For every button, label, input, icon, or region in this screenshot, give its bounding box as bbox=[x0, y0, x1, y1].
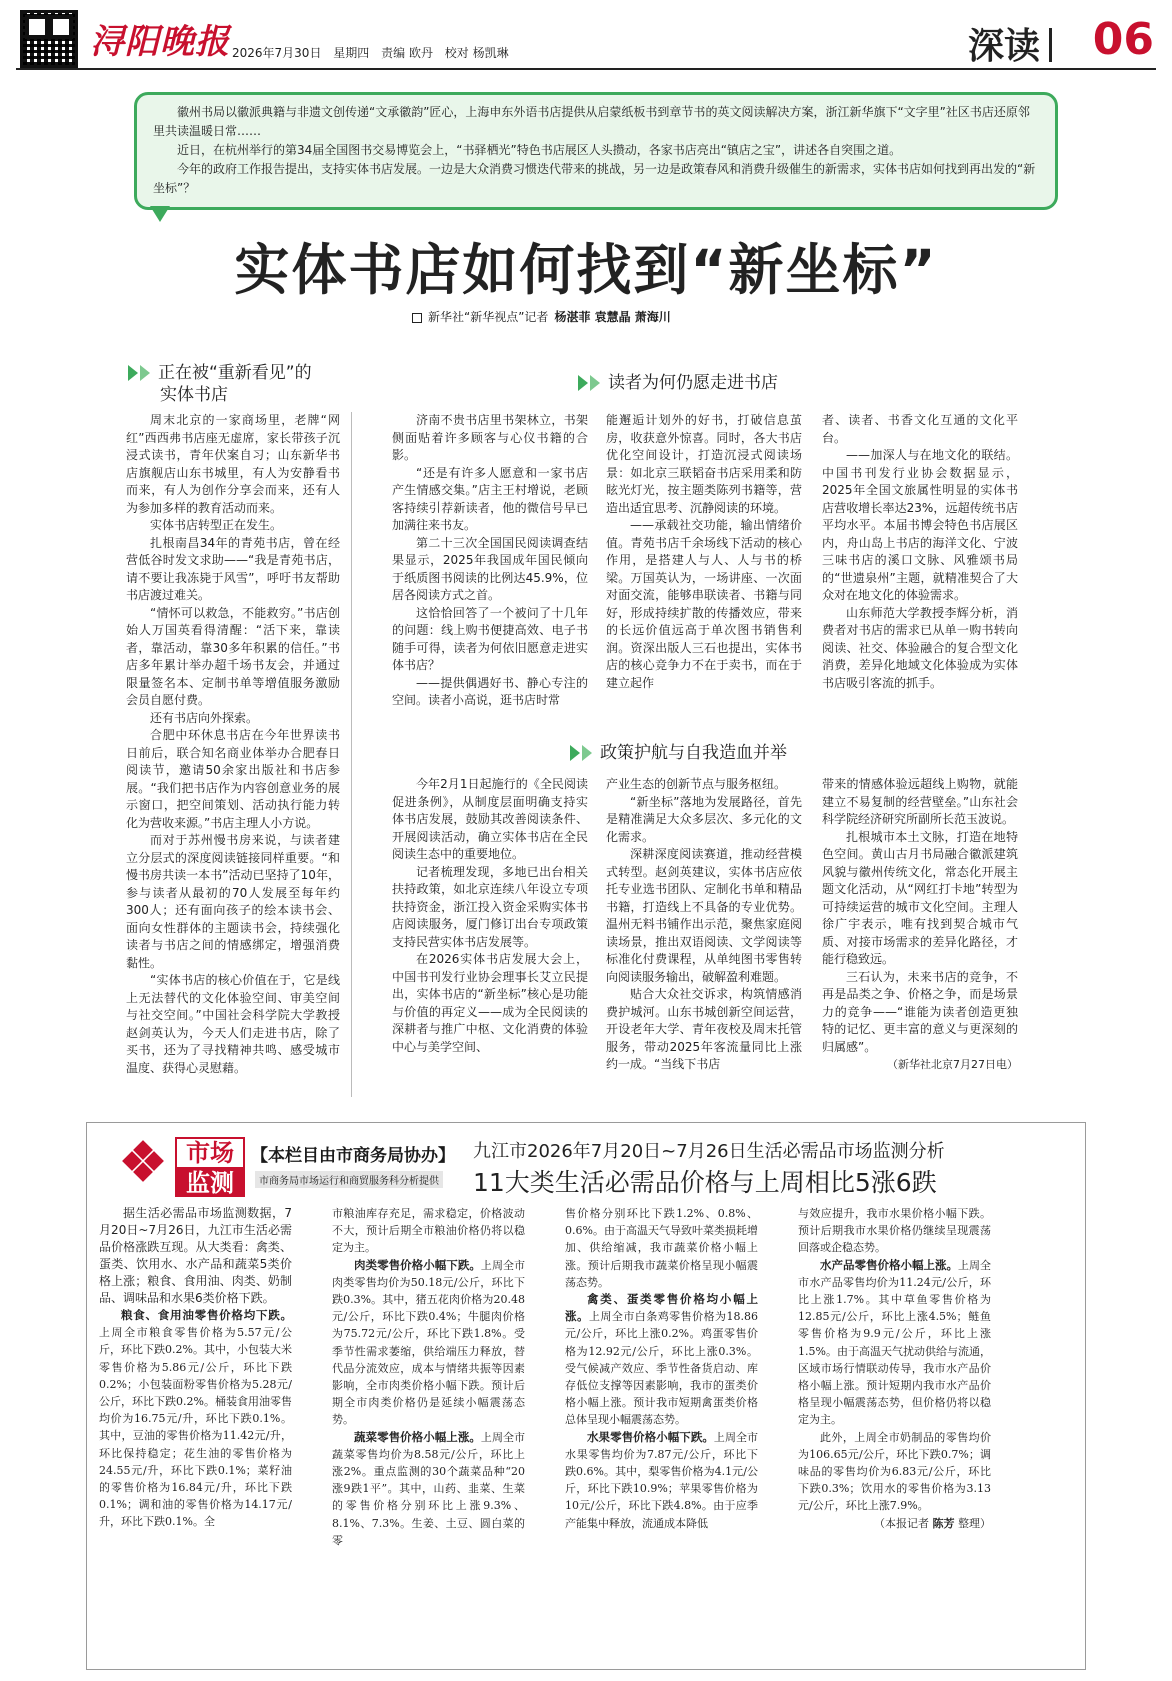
market-tag bbox=[175, 1137, 245, 1197]
paragraph: 贴合大众社交诉求，构筑情感消费护城河。山东书城创新空间运营，开设老年大学、青年夜校及周末托管服务，带动2025年客流量同比上涨约一成。“当线下书店 bbox=[606, 987, 802, 1071]
market-item-heading: 蔬菜零售价格小幅上涨。 bbox=[354, 1429, 481, 1444]
subhead-3 bbox=[570, 742, 787, 764]
byline bbox=[412, 308, 671, 325]
paragraph-text: 上周全市蔬菜零售均价为8.58元/公斤，环比上涨2%。重点监测的30个蔬菜品种“20涨9跌1平”。其中，山药、韭菜、生菜的零售价格分别环比上涨9.3%、8.1%、7.3%。生姜、土豆、圆白菜的零 bbox=[332, 1430, 526, 1547]
paragraph: 扎根南昌34年的青苑书店，曾在经营低谷时发文求助——“我是青苑书店，请不要让我冻毙于风雪”，呼吁书友帮助书店渡过难关。 bbox=[126, 535, 340, 602]
paragraph: 记者梳理发现，多地已出台相关扶持政策，如北京连续八年设立专项扶持资金，浙江投入资金采购实体书店阅读服务，厦门修订出台专项政策支持民营实体书店发展等。 bbox=[392, 864, 588, 949]
paragraph: 济南不贵书店里书架林立，书架侧面贴着许多顾客与心仪书籍的合影。 bbox=[392, 413, 588, 462]
market-tag-top: 市场 bbox=[175, 1137, 245, 1169]
article-column-5 bbox=[392, 776, 588, 1056]
market-tag-bottom: 监测 bbox=[175, 1169, 245, 1197]
arrow-icon bbox=[140, 365, 150, 381]
article-headline: 实体书店如何找到“新坐标” bbox=[234, 238, 938, 302]
market-item-heading: 禽类、蛋类零售价格均小幅上涨。 bbox=[565, 1292, 758, 1324]
intro-bubble-tail bbox=[150, 206, 170, 222]
paragraph: 能邂逅计划外的好书，打破信息茧房，收获意外惊喜。同时，各大书店优化空间设计，打造沉浸式阅读场景：如北京三联韬奋书店采用柔和防眩光灯光，按主题类陈列书籍等，营造出适宜思考、沉静阅读的环境。 bbox=[606, 413, 802, 515]
article-column-1 bbox=[126, 412, 340, 1102]
market-source: 市商务局市场运行和商贸服务科分析提供 bbox=[255, 1171, 443, 1188]
subhead-2 bbox=[578, 372, 778, 394]
subhead-1 bbox=[128, 362, 312, 406]
paragraph: 山东师范大学教授李辉分析，消费者对书店的需求已从单一购书转向阅读、社交、体验融合的复合型文化消费，差异化地域文化体验成为实体书店吸引客流的抓手。 bbox=[822, 605, 1018, 690]
publication-info bbox=[232, 44, 517, 61]
paragraph: 售价格分别环比下跌1.2%、0.8%、0.6%。由于高温天气导致叶菜类损耗增加、供给缩减，我市蔬菜价格小幅上涨。预计后期我市蔬菜价格呈现小幅震荡态势。 bbox=[565, 1207, 758, 1289]
paragraph-text: 上周全市水产品零售均价为11.24元/公斤，环比上涨1.7%。其中草鱼零售价格为12.85元/公斤，环比上涨4.5%；鲢鱼零售价格为9.9元/公斤，环比上涨1.5%。由于高温天气扰动供给与流通，区域市场行情联动传导，我市水产品价格小幅上涨。预计短期内我市水产品价格呈现小幅震荡态势，但价格仍将以稳定为主。 bbox=[798, 1258, 991, 1427]
paragraph-text: 上周全市白条鸡零售价格为18.86元/公斤，环比上涨0.2%。鸡蛋零售价格为12.92元/公斤，环比上涨0.3%。受气候减产效应、季节性备货启动、库存低位支撑等因素影响，我市的蛋类价格小幅上涨。预计我市短期禽蛋类价格总体呈现小幅震荡态势。 bbox=[565, 1310, 758, 1427]
paragraph: 带来的情感体验远超线上购物，就能建立不易复制的经营壁垒。”山东社会科学院经济研究所副所长范玉波说。 bbox=[822, 777, 1018, 826]
paragraph: 深耕深度阅读赛道，推动经营模式转型。赵剑英建议，实体书店应依托专业选书团队、定制化书单和精品书籍，打造线上不具备的专业优势。温州无料书铺作出示范，聚焦家庭阅读场景，推出双语阅读、文学阅读等标准化付费课程，从单纯图书零售转向阅读服务输出，破解盈利难题。 bbox=[606, 847, 802, 984]
paragraph: ——加深人与在地文化的联结。中国书刊发行业协会数据显示，2025年全国文旅属性明显的实体书店营收增长率达23%，远超传统书店平均水平。本届书博会特色书店展区内，舟山岛上书店的海洋文化、宁波三味书店的溪口文脉、风雅颂书局的“世遗泉州”主题，就精准契合了大众对在地文化的体验需求。 bbox=[822, 448, 1018, 602]
masthead bbox=[16, 8, 1156, 70]
paragraph: 还有书店向外探索。 bbox=[150, 710, 259, 725]
paragraph: 而对于苏州慢书房来说，与读者建立分层式的深度阅读链接同样重要。“和慢书房共读一本书”活动已坚持了10年，参与读者从最初的70人发展至每年约300人；还有面向孩子的绘本读书会、面向女性群体的主题读书会，持续强化读者与书店之间的情感绑定，增强消费黏性。 bbox=[126, 833, 340, 970]
section-divider bbox=[1049, 28, 1052, 62]
market-signature bbox=[798, 1515, 991, 1532]
paragraph-text: 上周全市水果零售均价为7.87元/公斤，环比下跌0.6%。其中，梨零售价格为4.1元/公斤，环比下跌10.9%；苹果零售价格为10元/公斤，环比下跌4.8%。由于应季产能集中释放，流通成本降低 bbox=[565, 1430, 759, 1530]
market-column-4 bbox=[798, 1205, 991, 1532]
article-column-7 bbox=[822, 776, 1018, 1074]
paper-logo: 浔阳晚报 bbox=[90, 22, 230, 62]
paragraph: “还是有许多人愿意和一家书店产生情感交集。”店主王村增说，老顾客持续引荐新读者，他的微信号早已加满往来书友。 bbox=[392, 465, 588, 532]
arrow-icon bbox=[570, 745, 580, 761]
signature-prefix: （本报记者 bbox=[874, 1516, 929, 1530]
issue-weekday: 星期四 bbox=[333, 46, 370, 60]
intro-paragraph: 近日，在杭州举行的第34届全国图书交易博览会上，“书驿栖光”特色书店展区人头攒动，各家书店亮出“镇店之宝”，讲述各自突围之道。 bbox=[177, 143, 902, 157]
dateline: （新华社北京7月27日电） bbox=[887, 1058, 1018, 1071]
signature-suffix: 整理） bbox=[958, 1516, 991, 1530]
article-column-4 bbox=[822, 412, 1018, 692]
paragraph: 合肥中环休息书店在今年世界读书日前后，联合知名商业体举办合肥春日阅读节，邀请50余家出版社和书店参展。“我们把书店作为内容创意业务的展示窗口，把空间策划、活动执行能力转化为营收来源。”书店主理人小方说。 bbox=[126, 728, 340, 830]
intro-paragraph: 徽州书局以徽派典籍与非遗文创传递“文承徽韵”匠心，上海申东外语书店提供从启蒙纸板书到章节书的英文阅读解决方案，浙江新华旗下“文字里”社区书店还原邻里共读温暖日常…… bbox=[153, 105, 1030, 138]
article-column-2 bbox=[392, 412, 588, 710]
paragraph-text: 上周全市粮食零售价格为5.57元/公斤，环比下跌0.2%。其中，小包装大米零售价格为5.86元/公斤，环比下跌0.2%；小包装面粉零售价格为5.28元/公斤，环比下跌0.2%。桶装食用油零售均价为16.75元/升，环比下跌0.1%。其中，豆油的零售价格为11.42元/升，环比保持稳定；花生油的零售价格为24.55元/升，环比下跌0.1%；菜籽油的零售价格为16.84元/升，环比下跌0.1%；调和油的零售价格为14.17元/升，环比下跌0.1%。全 bbox=[99, 1326, 292, 1529]
paragraph-text: 上周全市肉类零售均价为50.18元/公斤，环比下跌0.3%。其中，猪五花肉价格为20.48元/公斤，环比下跌0.4%；牛腿肉价格为75.72元/公斤，环比下跌1.8%。受季节性需求萎缩，供给端压力释放，替代品分流效应，成本与情绪共振等因素影响，全市肉类价格小幅下跌。预计后期全市肉类价格仍是延续小幅震荡态势。 bbox=[332, 1258, 526, 1427]
qr-code-icon bbox=[20, 10, 78, 68]
market-column-3 bbox=[565, 1205, 758, 1532]
market-item-heading: 肉类零售价格小幅下跌。 bbox=[354, 1257, 481, 1272]
column-divider bbox=[351, 412, 352, 1097]
intro-paragraph: 今年的政府工作报告提出，支持实体书店发展。一边是大众消费习惯迭代带来的挑战，另一边是政策春风和消费升级催生的新需求，实体书店如何找到再出发的“新坐标”？ bbox=[153, 162, 1036, 195]
paragraph: 与效应提升，我市水果价格小幅下跌。预计后期我市水果价格仍继续呈现震荡回落或企稳态势。 bbox=[798, 1207, 991, 1255]
arrow-icon bbox=[582, 745, 592, 761]
paragraph: 产业生态的创新节点与服务枢纽。 bbox=[606, 777, 787, 791]
article-column-3 bbox=[606, 412, 802, 692]
market-column-1 bbox=[99, 1205, 292, 1531]
paragraph: 这恰恰回答了一个被问了十几年的问题：线上购书便捷高效、电子书随手可得，读者为何依旧愿意走进实体书店？ bbox=[392, 605, 588, 672]
issue-date: 2026年7月30日 bbox=[232, 46, 322, 60]
market-title: 11大类生活必需品价格与上周相比5涨6跌 bbox=[473, 1168, 937, 1197]
market-item-heading: 粮食、食用油零售价格均下跌。 bbox=[121, 1308, 292, 1322]
byline-prefix: 新华社“新华视点”记者 bbox=[428, 310, 549, 324]
paragraph: 此外，上周全市奶制品的零售均价为106.65元/公斤，环比下跌0.7%；调味品的零售均价为6.83元/公斤，环比下跌0.3%；饮用水的零售价格为3.13元/公斤，环比上涨7.9%。 bbox=[798, 1430, 991, 1513]
arrow-icon bbox=[590, 375, 600, 391]
market-item-heading: 水果零售价格小幅下跌。 bbox=[587, 1429, 714, 1444]
section-name: 深读 bbox=[967, 25, 1040, 67]
article-column-6 bbox=[606, 776, 802, 1074]
paragraph: 三石认为，未来书店的竞争，不再是品类之争、价格之争，而是场景力的竞争——“谁能为读者创造更独特的记忆、更丰富的意义与更深刻的归属感”。 bbox=[822, 969, 1018, 1054]
intro-box bbox=[134, 92, 1058, 210]
subhead-text: 正在被“重新看见”的 bbox=[158, 363, 312, 383]
paragraph: 据生活必需品市场监测数据，7月20日~7月26日，九江市生活必需品价格涨跌互现。从大类看：禽类、蛋类、饮用水、水产品和蔬菜5类价格上涨；粮食、食用油、肉类、奶制品、调味品和水果6类价格下跌。 bbox=[99, 1206, 292, 1305]
byline-authors: 杨湛菲 袁慧晶 萧海川 bbox=[554, 310, 671, 324]
proof-credit: 校对 杨凯琳 bbox=[444, 46, 509, 60]
paragraph: ——提供偶遇好书、静心专注的空间。读者小高说，逛书店时常 bbox=[392, 675, 588, 707]
paragraph: ——承载社交功能，输出情绪价值。青苑书店千余场线下活动的核心作用，是搭建人与人、人与书的桥梁。万国英认为，一场讲座、一次面对面交流，能够串联读者、书籍与同好，形成持续扩散的传播效应，带来的长远价值远高于单次图书销售利润。资深出版人三石也提出，实体书店的核心竞争力不在于卖书，而在于建立起作 bbox=[606, 518, 802, 690]
market-subtitle: 九江市2026年7月20日~7月26日生活必需品市场监测分析 bbox=[473, 1141, 945, 1162]
market-item-heading: 水产品零售价格小幅上涨。 bbox=[820, 1257, 958, 1272]
paragraph: 周末北京的一家商场里，老牌“网红”西西弗书店座无虚席，家长带孩子沉浸式读书，青年伏案自习；山东新华书店旗舰店山东书城里，有人为安静看书而来，有人为创作分享会而来，还有人为参加多样的教育活动而来。 bbox=[126, 413, 340, 515]
subhead-text: 政策护航与自我造血并举 bbox=[600, 743, 787, 763]
subhead-text: 读者为何仍愿走进书店 bbox=[608, 373, 778, 393]
paragraph: 者、读者、书香文化互通的文化平台。 bbox=[822, 413, 1018, 445]
subhead-text: 实体书店 bbox=[160, 385, 228, 405]
byline-box-icon bbox=[412, 313, 422, 323]
paragraph: 在2026实体书店发展大会上，中国书刊发行业协会理事长艾立民提出，实体书店的“新坐标”核心是功能与价值的再定义——成为全民阅读的深耕者与推广中枢、文化消费的体验中心与美学空间、 bbox=[392, 952, 588, 1054]
paragraph: “情怀可以救急，不能救穷。”书店创始人万国英看得清醒：“活下来，靠读者，靠活动，靠30多年积累的信任。”书店多年累计举办超千场书友会，并通过限量签名本、定制书单等增值服务激励会员自愿付费。 bbox=[126, 605, 340, 707]
paragraph: “新坐标”落地为发展路径，首先是精准满足大众多层次、多元化的文化需求。 bbox=[606, 794, 802, 844]
market-coop: 【本栏目由市商务局协办】 bbox=[251, 1146, 455, 1166]
paragraph: 第二十三次全国国民阅读调查结果显示，2025年我国成年国民倾向于纸质图书阅读的比例达45.9%，位居各阅读方式之首。 bbox=[392, 535, 588, 602]
market-monitor-box bbox=[86, 1122, 1086, 1670]
market-logo-icon bbox=[125, 1143, 161, 1179]
paragraph: 扎根城市本土文脉，打造在地特色空间。黄山古月书局融合徽派建筑风貌与徽州传统文化，常态化开展主题文化活动，从“网红打卡地”转型为可持续运营的城市文化空间。主理人徐广宇表示，唯有找到契合城市气质、对接市场需求的差异化路径，才能行稳致远。 bbox=[822, 829, 1018, 966]
arrow-icon bbox=[128, 365, 138, 381]
market-column-2 bbox=[332, 1205, 525, 1549]
signature-name: 陈芳 bbox=[932, 1516, 955, 1530]
paragraph: “实体书店的核心价值在于，它是线上无法替代的文化体验空间、审美空间与社交空间。”中国社会科学院大学教授赵剑英认为，今天人们走进书店，除了买书，还为了寻找精神共鸣、感受城市温度、获得心灵慰藉。 bbox=[126, 973, 340, 1075]
arrow-icon bbox=[578, 375, 588, 391]
paragraph: 市粮油库存充足，需求稳定，价格波动不大，预计后期全市粮油价格仍将以稳定为主。 bbox=[332, 1207, 525, 1255]
paragraph: 今年2月1日起施行的《全民阅读促进条例》，从制度层面明确支持实体书店发展，鼓励其改善阅读条件、开展阅读活动，确立实体书店在全民阅读生态中的重要地位。 bbox=[392, 777, 588, 861]
page-number: 06 bbox=[1092, 14, 1154, 65]
editor-credit: 责编 欧丹 bbox=[381, 46, 433, 60]
paragraph: 实体书店转型正在发生。 bbox=[150, 518, 283, 532]
